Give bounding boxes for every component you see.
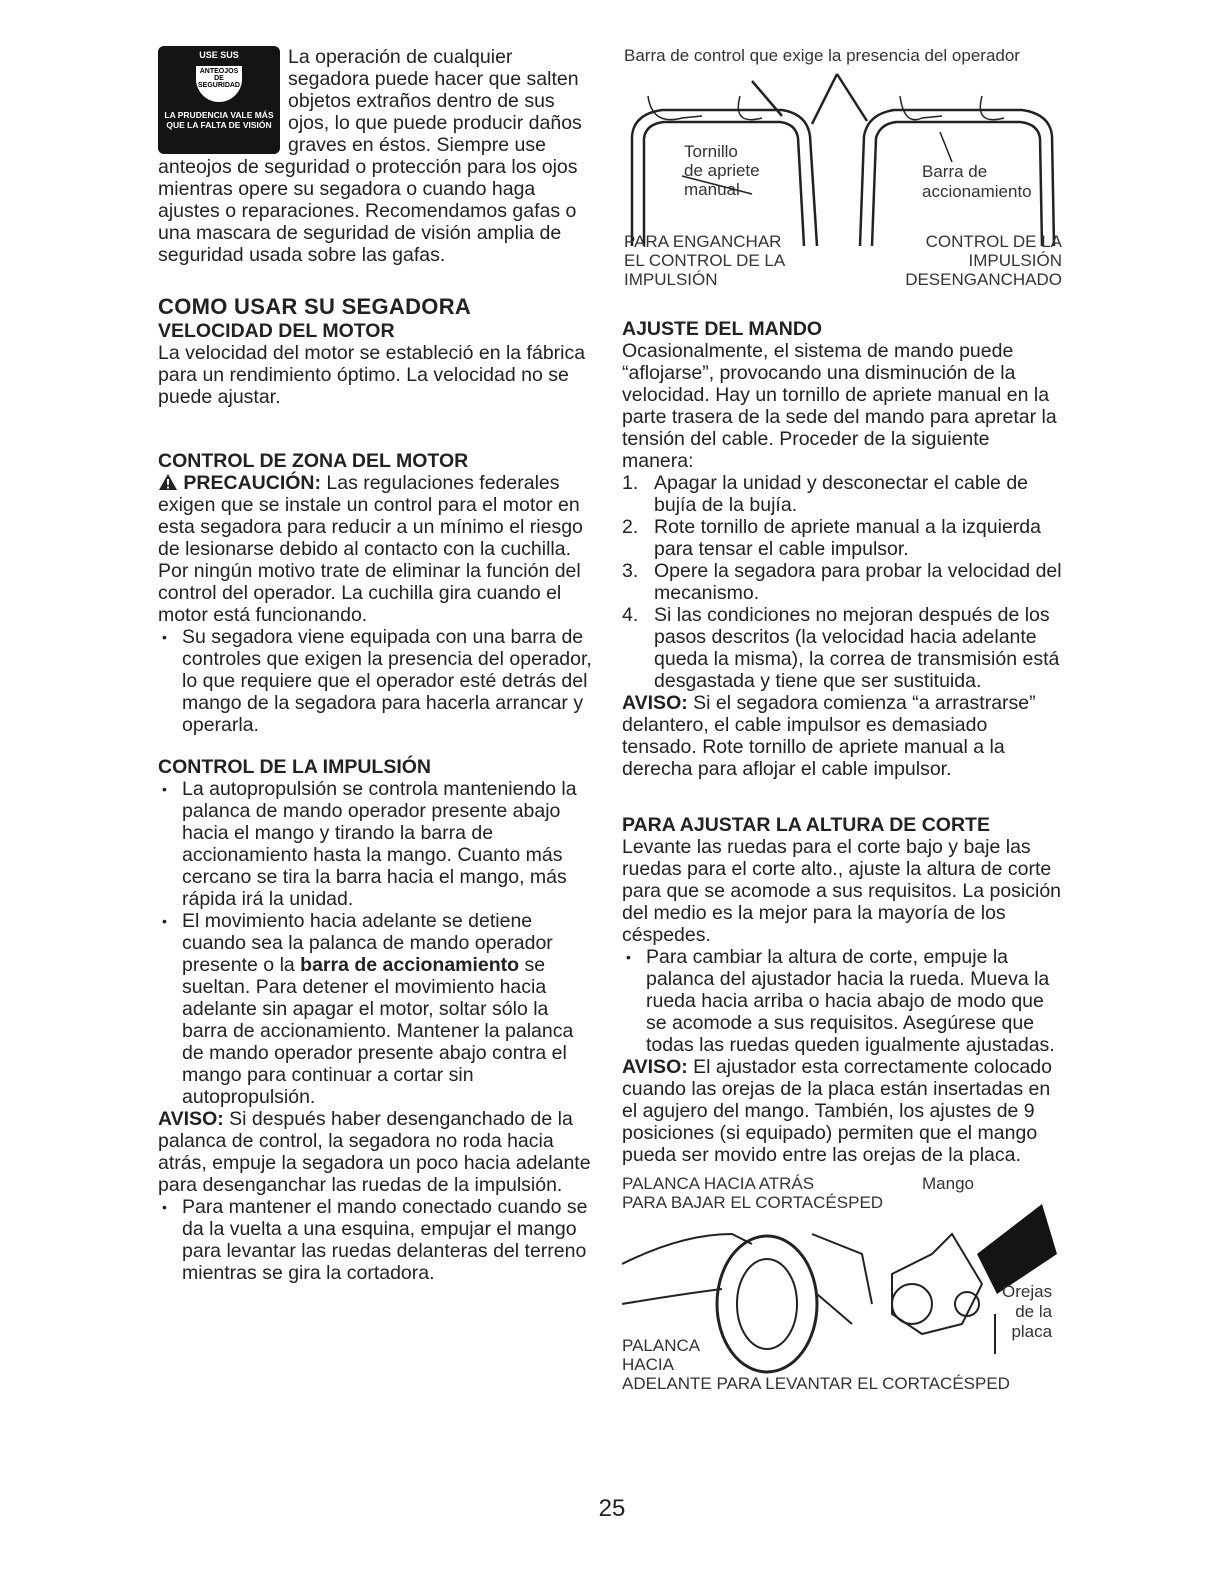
- impulsion-aviso: [158, 1108, 596, 1196]
- right-caption-line1: CONTROL DE LA: [925, 232, 1062, 251]
- heading-altura: PARA AJUSTAR LA ALTURA DE CORTE: [622, 814, 990, 836]
- mando-step-3: 3. Opere la segadora para probar la velocidad del mecanismo.: [622, 560, 1062, 604]
- speed-text: La velocidad del motor se estableció en la fábrica para un rendimiento óptimo. La velocidad no se puede ajustar.: [158, 342, 586, 408]
- mando-step-3-text: Opere la segadora para probar la velocidad del mecanismo.: [654, 560, 1062, 604]
- impulsion-bullet-2-a: El movimiento hacia adelante se detiene cuando sea la palanca de mando operador presente o la: [182, 910, 553, 976]
- heading-zona: CONTROL DE ZONA DEL MOTOR: [158, 450, 469, 472]
- fig2-orejas-label: [1002, 1282, 1052, 1342]
- caution-text: Las regulaciones federales exigen que se instale un control para el motor en esta segadora para reducir a un mínimo el riesgo de lesionarse debido al contacto con la cuchilla. Por ningún motivo trate de eliminar la función del control del operador. La cuchilla gira cuando el motor está funcionando.: [158, 472, 583, 626]
- right-column: [622, 46, 1062, 1402]
- fig2-top-left-line2: PARA BAJAR EL CORTACÉSPED: [622, 1193, 884, 1212]
- mando-step-1: 1. Apagar la unidad y desconectar el cable de bujía de la bujía.: [622, 472, 1029, 516]
- impulsion-aviso-label: AVISO:: [158, 1108, 224, 1130]
- caution-paragraph: [158, 472, 596, 626]
- barra-line2: accionamiento: [922, 182, 1032, 201]
- fig2-bottom-caption: [622, 1336, 1010, 1393]
- mando-step-2-text: Rote tornillo de apriete manual a la izquierda para tensar el cable impulsor.: [654, 516, 1041, 560]
- orejas-line1: Orejas: [1002, 1282, 1053, 1301]
- fig2-mango-label: Mango: [922, 1174, 974, 1193]
- goggles-icon: [158, 66, 280, 102]
- impulsion-bullet-2-bold: barra de accionamiento: [300, 954, 520, 976]
- fig1-barra-label: [922, 162, 1032, 202]
- heading-velocidad: VELOCIDAD DEL MOTOR: [158, 320, 395, 342]
- section-title-como-usar: COMO USAR SU SEGADORA: [158, 294, 472, 319]
- fig2-bottom-line2: HACIA: [622, 1355, 674, 1374]
- mando-text: Ocasionalmente, el sistema de mando puede “aflojarse”, provocando una disminución de la velocidad. Hay un tornillo de apriete manual en la parte trasera de la sede del mando para apretar la tensión del cable. Proceder de la siguiente manera:: [622, 340, 1057, 472]
- fig1-top-label: Barra de control que exige la presencia del operador: [624, 46, 1020, 65]
- impulsion-bullet-1: • La autopropulsión se controla manteniendo la palanca de mando operador presente abajo hacia el mango y tirando la barra de accionamiento hasta la mango. Cuanto más cercano se tira la barra hacia el mango, más rápida irá la unidad.: [158, 778, 596, 910]
- tornillo-line1: Tornillo: [684, 142, 738, 161]
- mando-step-4: 4. Si las condiciones no mejoran después de los pasos descritos (la velocidad hacia adelante queda la misma), la correa de transmisión está desgastada y tiene que ser sustituida.: [622, 604, 1060, 692]
- fig2-top-left-line1: PALANCA HACIA ATRÁS: [622, 1174, 815, 1193]
- heading-impulsion: CONTROL DE LA IMPULSIÓN: [158, 756, 431, 778]
- left-caption-line3: IMPULSIÓN: [624, 270, 718, 289]
- badge-eye-text: ANTEOJOS DE SEGURIDAD: [196, 66, 242, 102]
- fig2-bottom-line3: ADELANTE PARA LEVANTAR EL CORTACÉSPED: [622, 1374, 1010, 1393]
- fig1-left-caption: [624, 232, 785, 289]
- orejas-line3: placa: [1011, 1322, 1053, 1341]
- impulsion-bullet-3: • Para mantener el mando conectado cuando se da la vuelta a una esquina, empujar el mango para levantar las ruedas delanteras del terreno mientras se gira la cortadora.: [158, 1196, 596, 1284]
- zona-bullet: • Su segadora viene equipada con una barra de controles que exigen la presencia del operador, lo que requiere que el operador esté detrás del mango de la segadora para hacerla arrancar y operarla.: [158, 626, 596, 736]
- warning-triangle-icon: [158, 473, 178, 491]
- barra-line1: Barra de: [922, 162, 988, 181]
- badge-line1: USE SUS: [199, 50, 239, 60]
- mando-step-4-text: Si las condiciones no mejoran después de los pasos descritos (la velocidad hacia adelante queda la misma), la correa de transmisión está desgastada y tiene que ser sustituida.: [654, 604, 1060, 692]
- heading-mando: AJUSTE DEL MANDO: [622, 318, 823, 340]
- altura-aviso-text: El ajustador esta correctamente colocado cuando las orejas de la placa están insertadas en el agujero del mango. También, los ajustes de 9 posiciones (si equipado) permiten que el mango pueda ser movido entre las orejas de la placa.: [622, 1056, 1052, 1166]
- left-column: [158, 46, 596, 1284]
- fig2-bottom-line1: PALANCA: [622, 1336, 701, 1355]
- fig1-right-caption: [905, 232, 1062, 289]
- altura-bullet: • Para cambiar la altura de corte, empuje la palanca del ajustador hacia la rueda. Mueva la rueda hacia arriba o hacia abajo de modo que se acomode a sus requisitos. Asegúrese que todas las ruedas queden igualmente ajustadas.: [622, 946, 1062, 1056]
- figure-height-adjust: [622, 1174, 1062, 1402]
- mando-step-1-text: Apagar la unidad y desconectar el cable de bujía de la bujía.: [654, 472, 1029, 516]
- figure-control-bar: [622, 46, 1062, 289]
- mando-step-2: 2. Rote tornillo de apriete manual a la izquierda para tensar el cable impulsor.: [622, 516, 1041, 560]
- mando-aviso: [622, 692, 1062, 780]
- mando-aviso-text: Si el segadora comienza “a arrastrarse” delantero, el cable impulsor es demasiado tensado. Rote tornillo de apriete manual a la derecha para aflojar el cable impulsor.: [622, 692, 1036, 780]
- tornillo-line2: de apriete: [684, 161, 760, 180]
- right-caption-line2: IMPULSIÓN: [968, 251, 1062, 270]
- altura-aviso-label: AVISO:: [622, 1056, 688, 1078]
- intro-text: La operación de cualquier segadora puede hacer que salten objetos extraños dentro de sus ojos, lo que puede producir daños graves en éstos. Siempre use anteojos de seguridad o protección para los ojos mientras opere su segadora o cuando haga ajustes o reparaciones. Recomendamos gafas o una mascara de seguridad de visión amplia de seguridad usada sobre las gafas.: [158, 46, 582, 266]
- badge-line2: LA PRUDENCIA VALE MÁS QUE LA FALTA DE VISIÓN: [164, 110, 274, 130]
- mando-aviso-label: AVISO:: [622, 692, 688, 714]
- altura-text: Levante las ruedas para el corte bajo y baje las ruedas para el corte alto., ajuste la altura de corte para que se acomode a sus requisitos. La posición del medio es la mejor para la mayoría de los céspedes.: [622, 836, 1062, 946]
- altura-aviso: [622, 1056, 1062, 1166]
- caution-label: PRECAUCIÓN:: [183, 472, 322, 494]
- impulsion-bullet-2: [158, 910, 596, 1108]
- safety-goggles-badge: [158, 46, 280, 154]
- impulsion-bullet-2-b: se sueltan. Para detener el movimiento hacia adelante sin apagar el motor, soltar sólo la barra de accionamiento. Mantener la palanca de mando operador presente abajo contra el mango para continuar a cortar sin autopropulsión.: [182, 954, 574, 1108]
- tornillo-line3: manual: [684, 180, 740, 199]
- fig1-tornillo-label: [684, 142, 760, 199]
- impulsion-aviso-text: Si después haber desenganchado de la palanca de control, la segadora no roda hacia atrás, empuje la segadora un poco hacia adelante para desenganchar las ruedas de la impulsión.: [158, 1108, 591, 1196]
- left-caption-line1: PARA ENGANCHAR: [624, 232, 782, 251]
- left-caption-line2: EL CONTROL DE LA: [624, 251, 786, 270]
- page-number: 25: [598, 1495, 626, 1522]
- right-caption-line3: DESENGANCHADO: [905, 270, 1062, 289]
- orejas-line2: de la: [1015, 1302, 1053, 1321]
